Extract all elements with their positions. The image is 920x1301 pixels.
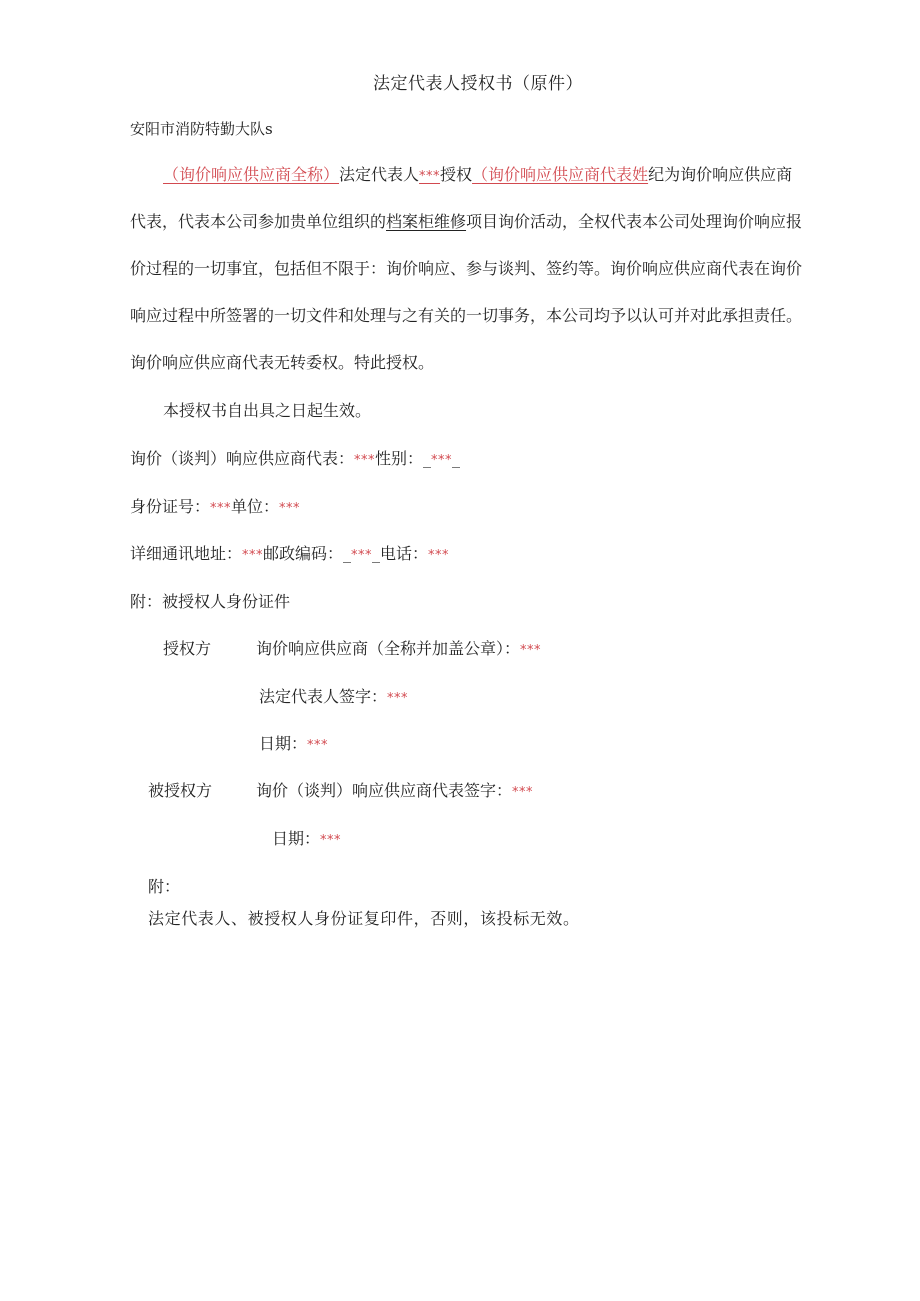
effective-statement: 本授权书自出具之日起生效。 (163, 401, 372, 420)
id-line (130, 496, 300, 520)
id-mask: *** (210, 501, 232, 516)
line2-text-b: 项目询价活动，全权代表本公司处理询价响应报 (466, 212, 803, 231)
grantor-date-label: 日期： (259, 734, 308, 753)
paragraph-1-line-1 (163, 164, 792, 188)
paragraph-1-line-5: 询价响应供应商代表无转委权。特此授权。 (130, 353, 435, 372)
postcode-label: 邮政编码： (263, 544, 344, 563)
text-authorize: 授权 (440, 165, 473, 184)
text-as-rep: 纪为询价响应供应商 (648, 165, 793, 184)
address-label: 详细通讯地址： (130, 544, 243, 563)
grantor-signature-label: 法定代表人签字： (259, 687, 388, 706)
company-name-placeholder: （询价响应供应商全称） (163, 165, 340, 184)
project-name: 档案柜维修 (386, 212, 467, 231)
grantor-date-mask: *** (307, 738, 329, 753)
footer-note-text: 法定代表人、被授权人身份证复印件，否则，该投标无效。 (148, 909, 580, 928)
id-label: 身份证号： (130, 497, 211, 516)
footer-note-label: 附： (148, 877, 181, 896)
grantee-date-label: 日期： (272, 829, 321, 848)
postcode-suffix: _ (372, 544, 381, 563)
gender-prefix: _ (423, 449, 432, 468)
phone-mask: *** (428, 548, 450, 563)
paragraph-1-line-4: 响应过程中所签署的一切文件和处理与之有关的一切事务，本公司均予以认可并对此承担责任。 (130, 306, 803, 325)
grantee-date-mask: *** (320, 833, 342, 848)
gender-label: 性别： (375, 449, 424, 468)
unit-mask: *** (279, 501, 301, 516)
attachment-label: 附：被授权人身份证件 (130, 592, 291, 611)
gender-suffix: _ (452, 449, 461, 468)
gender-mask: *** (431, 453, 453, 468)
representative-line (130, 448, 460, 472)
document-title: 法定代表人授权书（原件） (373, 74, 583, 94)
grantee-label: 被授权方 (148, 781, 213, 800)
paragraph-1-line-2 (130, 211, 802, 233)
postcode-prefix: _ (343, 544, 352, 563)
grantor-company-line (256, 638, 541, 662)
grantee-signature-label: 询价（谈判）响应供应商代表签字： (256, 781, 513, 800)
unit-label: 单位： (231, 497, 280, 516)
grantor-signature-line (259, 686, 408, 710)
grantee-date-line (272, 828, 341, 852)
address-mask: *** (242, 548, 264, 563)
grantor-company-mask: *** (520, 643, 542, 658)
grantor-label: 授权方 (163, 639, 212, 658)
recipient: 安阳市消防特勤大队s (130, 120, 273, 138)
grantee-signature-line (256, 780, 533, 804)
grantor-date-line (259, 733, 328, 757)
grantor-signature-mask: *** (387, 691, 409, 706)
grantor-company-label: 询价响应供应商（全称并加盖公章）： (256, 639, 521, 658)
address-line (130, 543, 449, 567)
rep-name-mask: *** (354, 453, 376, 468)
legal-rep-mask: *** (419, 169, 441, 184)
grantee-signature-mask: *** (512, 785, 534, 800)
phone-label: 电话： (380, 544, 429, 563)
text-legal-rep: 法定代表人 (339, 165, 420, 184)
paragraph-1-line-3: 价过程的一切事宜，包括但不限于：询价响应、参与谈判、签约等。询价响应供应商代表在询价 (130, 259, 803, 278)
postcode-mask: *** (351, 548, 373, 563)
rep-label: 询价（谈判）响应供应商代表： (130, 449, 355, 468)
rep-name-placeholder: （询价响应供应商代表姓 (472, 165, 649, 184)
line2-text-a: 代表，代表本公司参加贵单位组织的 (130, 212, 387, 231)
